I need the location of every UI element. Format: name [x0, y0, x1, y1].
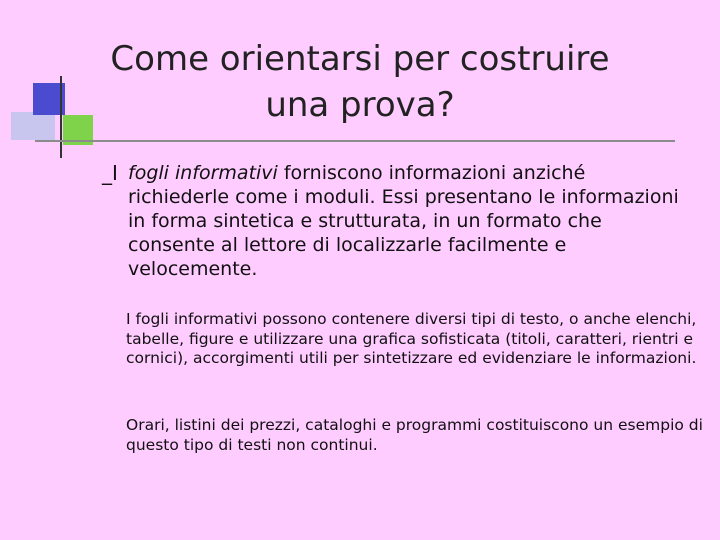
decorative-lavender-square	[11, 112, 55, 140]
bullet-marker: _I	[102, 161, 118, 185]
title-line-1: Come orientarsi per costruire	[110, 39, 610, 79]
title-line-2: una prova?	[265, 85, 455, 125]
slide-title	[70, 36, 650, 128]
bullet-paragraph	[128, 161, 688, 281]
bullet-text: forniscono informazioni anziché richiederle come i moduli. Essi presentano le informazioni in forma sintetica e strutturata, in un formato che consente al lettore di localizzarle facilmente e velocemente.	[128, 162, 679, 280]
bullet-italic-term: fogli informativi	[128, 162, 278, 184]
title-divider-line	[35, 140, 675, 142]
decorative-vertical-line	[60, 76, 62, 158]
paragraph-2: I fogli informativi possono contenere diversi tipi di testo, o anche elenchi, tabelle, figure e utilizzare una grafica sofisticata (titoli, caratteri, rientri e cornici), accorgimenti utili per sintetizzare ed evidenziare le informazioni.	[126, 310, 697, 367]
paragraph-3: Orari, listini dei prezzi, cataloghi e programmi costituiscono un esempio di questo tipo di testi non continui.	[126, 416, 703, 454]
